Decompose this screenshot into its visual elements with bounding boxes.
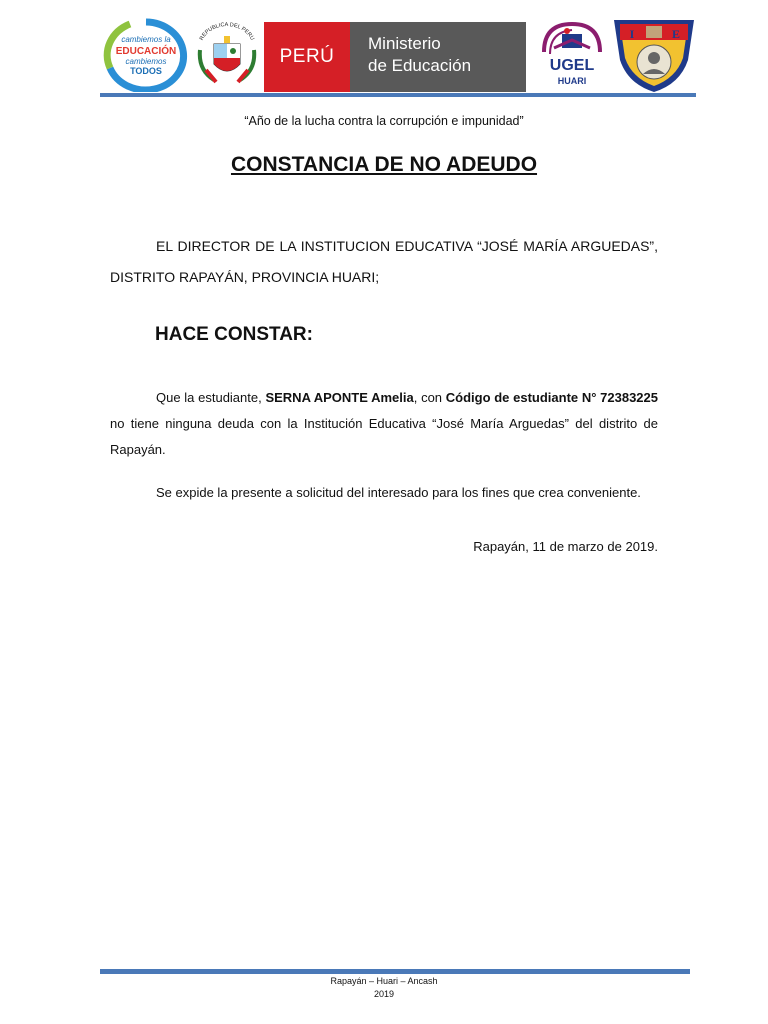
header-divider bbox=[100, 93, 696, 97]
student-name: SERNA APONTE Amelia bbox=[265, 390, 414, 405]
footer-year: 2019 bbox=[373, 989, 395, 999]
ugel-sub-label: HUARI bbox=[557, 76, 587, 86]
ugel-label: UGEL bbox=[549, 57, 595, 74]
cambiemos-line3: cambiemos bbox=[125, 57, 167, 66]
year-motto: “Año de la lucha contra la corrupción e impunidad” bbox=[244, 114, 524, 128]
escudo-caption: REPUBLICA DEL PERU bbox=[198, 22, 256, 42]
peru-label: PERÚ bbox=[279, 46, 335, 67]
ie-right-letter: E bbox=[671, 27, 681, 41]
ministerio-line2: de Educación bbox=[368, 56, 472, 75]
institution-shield-icon bbox=[610, 14, 698, 94]
place-date-line: Rapayán, 11 de marzo de 2019. bbox=[473, 539, 658, 554]
hace-constar-heading: HACE CONSTAR: bbox=[155, 324, 313, 345]
student-rest: no tiene ninguna deuda con la Institución Educativa “José María Arguedas” del distrito de Rapayán. bbox=[110, 416, 658, 457]
peru-red-block bbox=[264, 22, 350, 92]
cambiemos-line2: EDUCACIÓN bbox=[115, 46, 177, 57]
document-title-text: CONSTANCIA DE NO ADEUDO bbox=[230, 153, 538, 176]
student-code: Código de estudiante N° 72383225 bbox=[445, 390, 659, 405]
footer-divider bbox=[100, 969, 690, 974]
director-statement bbox=[110, 231, 658, 293]
document-title bbox=[0, 153, 768, 177]
footer-location: Rapayán – Huari – Ancash bbox=[330, 976, 438, 986]
student-mid: , con bbox=[413, 390, 446, 405]
student-pre-name: Que la estudiante, bbox=[156, 390, 266, 405]
cambiemos-line4: TODOS bbox=[130, 66, 162, 76]
ie-left-letter: I bbox=[629, 27, 635, 41]
ministerio-block bbox=[350, 22, 526, 92]
ugel-huari-logo bbox=[536, 18, 608, 94]
ministerio-line1: Ministerio bbox=[368, 34, 441, 53]
cambiemos-la-educacion-logo bbox=[100, 16, 192, 92]
director-text: EL DIRECTOR DE LA INSTITUCION EDUCATIVA “JOSÉ MARÍA ARGUEDAS”, DISTRITO RAPAYÁN, PROVINCIA HUARI; bbox=[110, 238, 658, 285]
letterhead bbox=[100, 14, 696, 96]
expide-paragraph bbox=[110, 480, 658, 506]
expide-text: Se expide la presente a solicitud del interesado para los fines que crea conveniente. bbox=[156, 485, 641, 500]
student-paragraph bbox=[110, 385, 658, 463]
peru-coat-of-arms-icon bbox=[194, 20, 260, 90]
cambiemos-line1: cambiemos la bbox=[121, 35, 171, 44]
